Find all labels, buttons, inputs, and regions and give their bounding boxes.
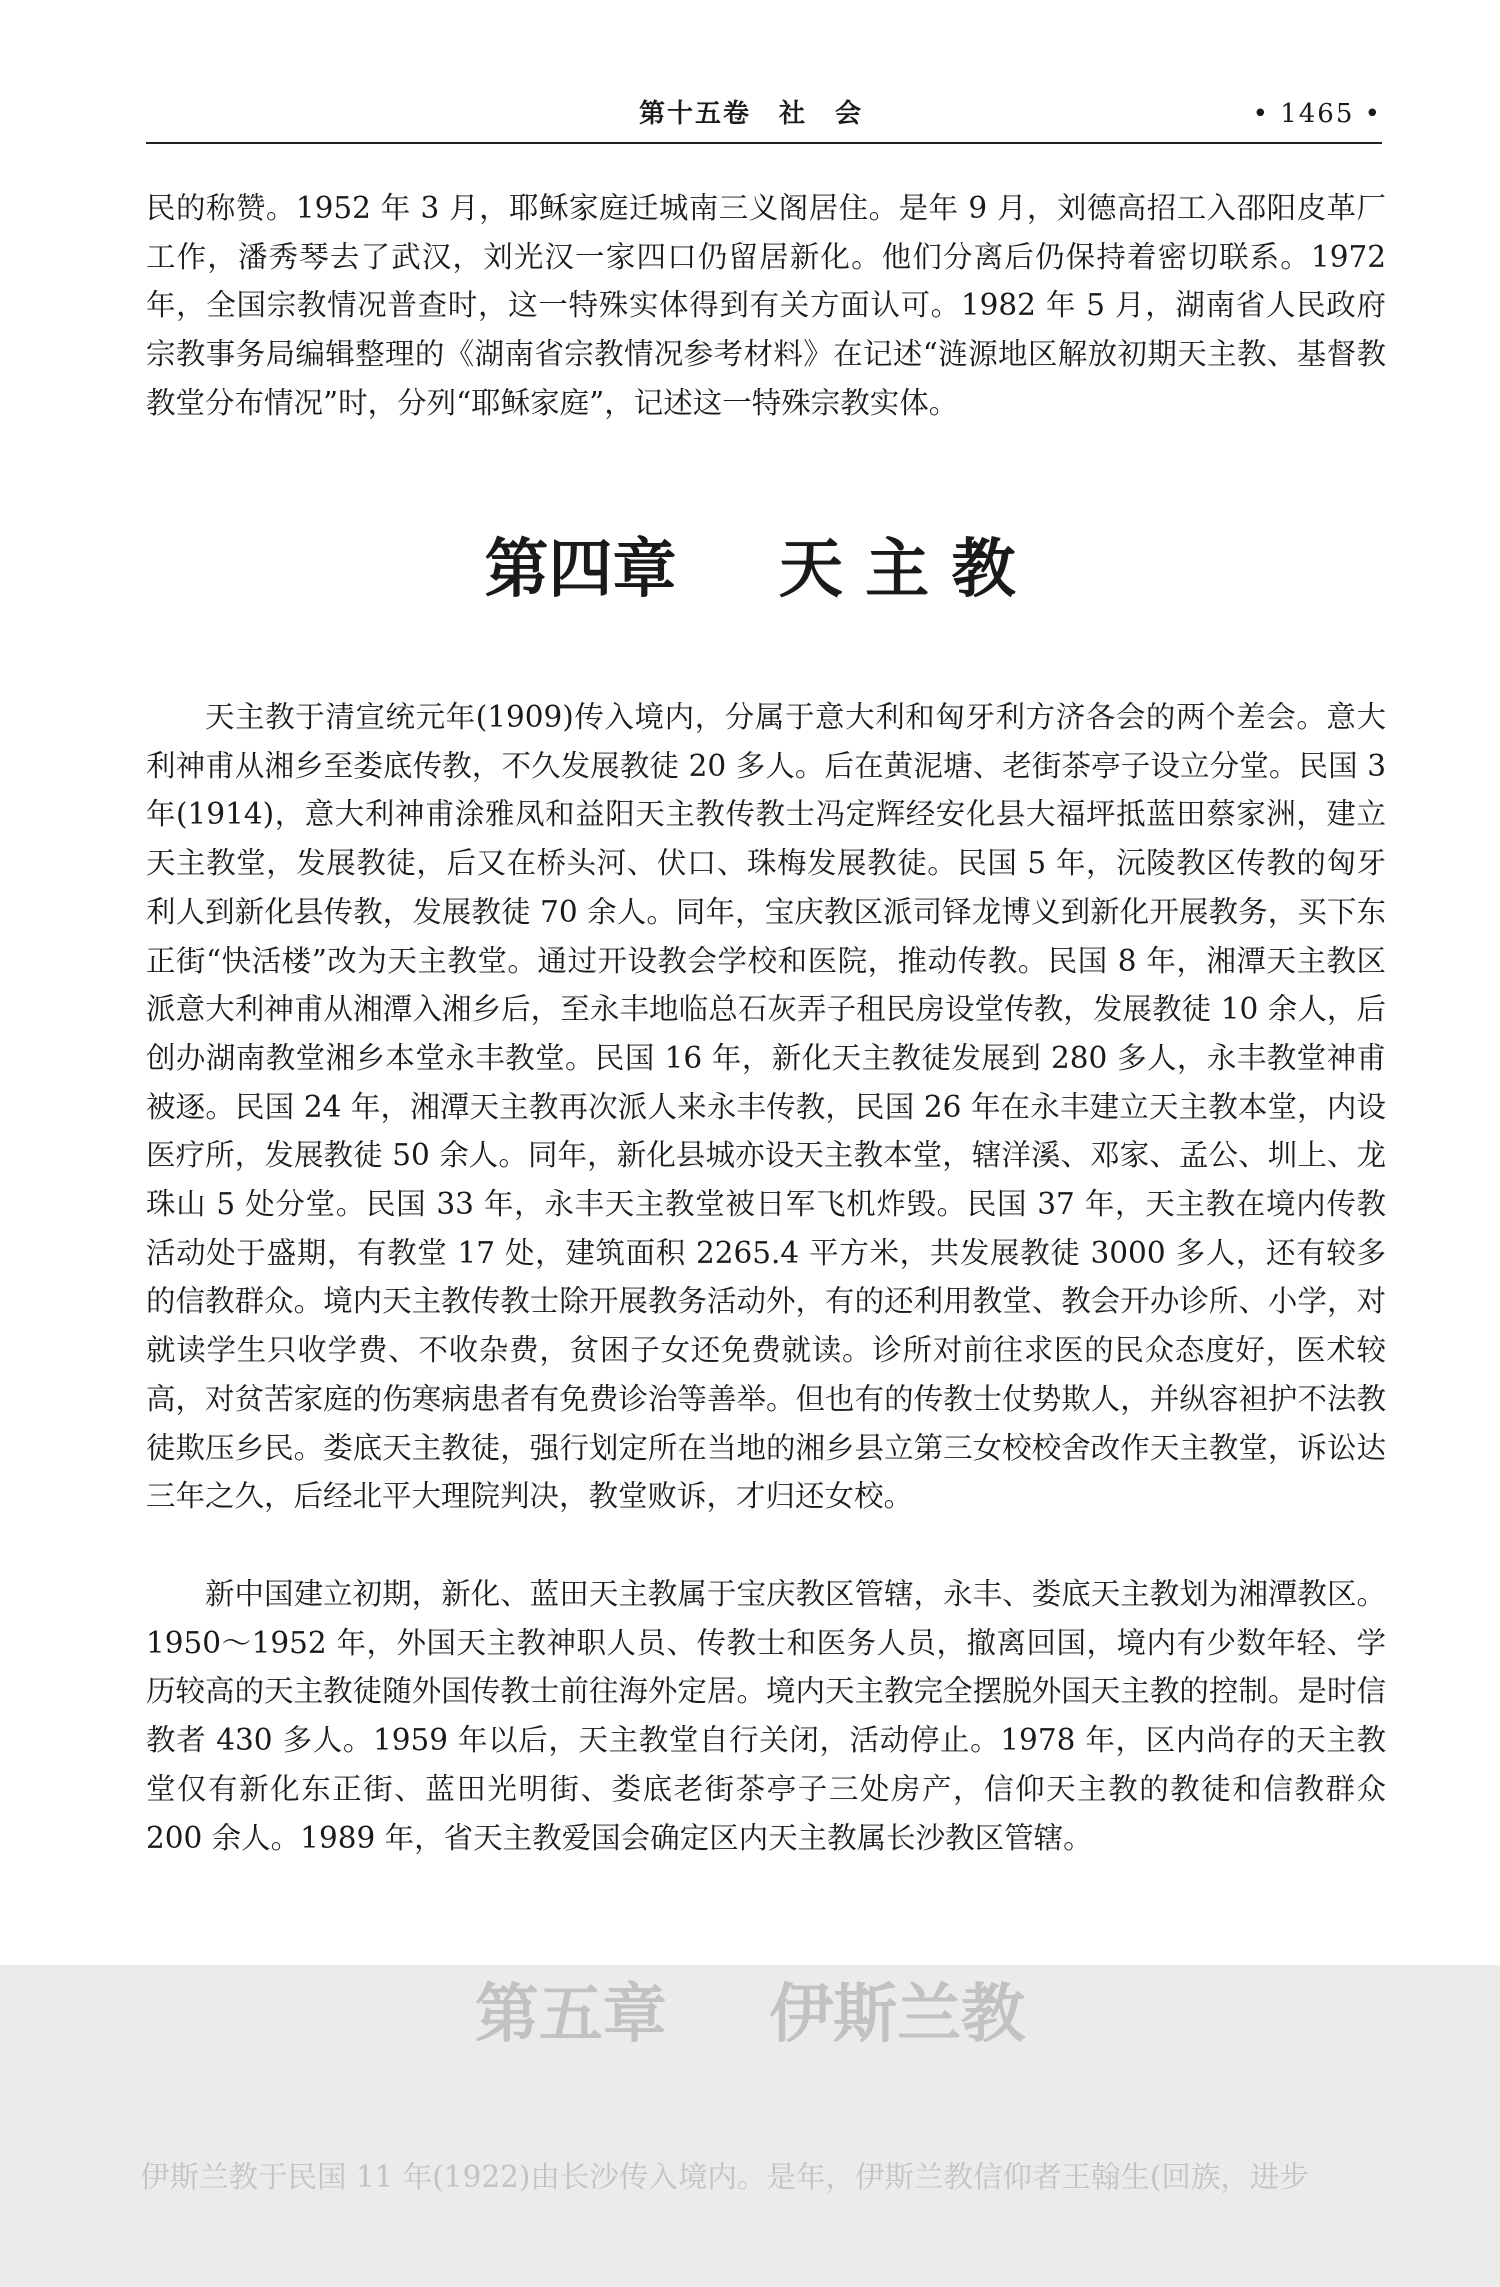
header-title: 第十五卷 社 会 — [639, 99, 864, 129]
chapter-four-heading — [0, 530, 1500, 610]
page-number: • 1465 • — [1252, 99, 1382, 129]
paragraph-catholic-history: 天主教于清宣统元年(1909)传入境内，分属于意大利和匈牙利方济各会的两个差会。意大利神甫从湘乡至娄底传教，不久发展教徒 20 多人。后在黄泥塘、老街茶亭子设立分堂。民国 3 年(1914)，意大利神甫涂雅凤和益阳天主教传教士冯定辉经安化县大福坪抵蓝田蔡家洲，建立天主教堂，发展教徒，后又在桥头河、伏口、珠梅发展教徒。民国 5 年，沅陵教区传教的匈牙利人到新化县传教，发展教徒 70 余人。同年，宝庆教区派司铎龙博义到新化开展教务，买下东正街“快活楼”改为天主教堂。通过开设教会学校和医院，推动传教。民国 8 年，湘潭天主教区派意大利神甫从湘潭入湘乡后，至永丰地临总石灰弄子租民房设堂传教，发展教徒 10 余人，后创办湖南教堂湘乡本堂永丰教堂。民国 16 年，新化天主教徒发展到 280 多人，永丰教堂神甫被逐。民国 24 年，湘潭天主教再次派人来永丰传教，民国 26 年在永丰建立天主教本堂，内设医疗所，发展教徒 50 余人。同年，新化县城亦设天主教本堂，辖洋溪、邓家、孟公、圳上、龙珠山 5 处分堂。民国 33 年，永丰天主教堂被日军飞机炸毁。民国 37 年，天主教在境内传教活动处于盛期，有教堂 17 处，建筑面积 2265.4 平方米，共发展教徒 3000 多人，还有较多的信教群众。境内天主教传教士除开展教务活动外，有的还利用教堂、教会开办诊所、小学，对就读学生只收学费、不收杂费，贫困子女还免费就读。诊所对前往求医的民众态度好，医术较高，对贫苦家庭的伤寒病患者有免费诊治等善举。但也有的传教士仗势欺人，并纵容袒护不法教徒欺压乡民。娄底天主教徒，强行划定所在当地的湘乡县立第三女校校舍改作天主教堂，诉讼达三年之久，后经北平大理院判决，教堂败诉，才归还女校。 — [146, 700, 1386, 1514]
paragraph-islam-intro: 伊斯兰教于民国 11 年(1922)由长沙传入境内。是年，伊斯兰教信仰者王翰生(回族，进步 — [140, 2160, 1309, 2194]
chapter-five-heading — [0, 1975, 1500, 2055]
chapter-five-number: 第五章 — [474, 1977, 667, 2052]
paragraph-catholic-modern: 新中国建立初期，新化、蓝田天主教属于宝庆教区管辖，永丰、娄底天主教划为湘潭教区。1950～1952 年，外国天主教神职人员、传教士和医务人员，撤离回国，境内有少数年轻、学历较高的天主教徒随外国传教士前往海外定居。境内天主教完全摆脱外国天主教的控制。是时信教者 430 多人。1959 年以后，天主教堂自行关闭，活动停止。1978 年，区内尚存的天主教堂仅有新化东正街、蓝田光明街、娄底老街茶亭子三处房产，信仰天主教的教徒和信教群众 200 余人。1989 年，省天主教爱国会确定区内天主教属长沙教区管辖。 — [146, 1577, 1386, 1855]
paragraph-continuation: 民的称赞。1952 年 3 月，耶稣家庭迁城南三义阁居住。是年 9 月，刘德高招工入邵阳皮革厂工作，潘秀琴去了武汉，刘光汉一家四口仍留居新化。他们分离后仍保持着密切联系。1972 年，全国宗教情况普查时，这一特殊实体得到有关方面认可。1982 年 5 月，湖南省人民政府宗教事务局编辑整理的《湖南省宗教情况参考材料》在记述“涟源地区解放初期天主教、基督教教堂分布情况”时，分列“耶稣家庭”，记述这一特殊宗教实体。 — [146, 191, 1386, 420]
chapter-five-title: 伊斯兰教 — [769, 1977, 1026, 2052]
chapter-four-title: 天 主 教 — [778, 532, 1016, 607]
chapter-four-number: 第四章 — [484, 532, 677, 607]
running-header — [146, 96, 1382, 144]
